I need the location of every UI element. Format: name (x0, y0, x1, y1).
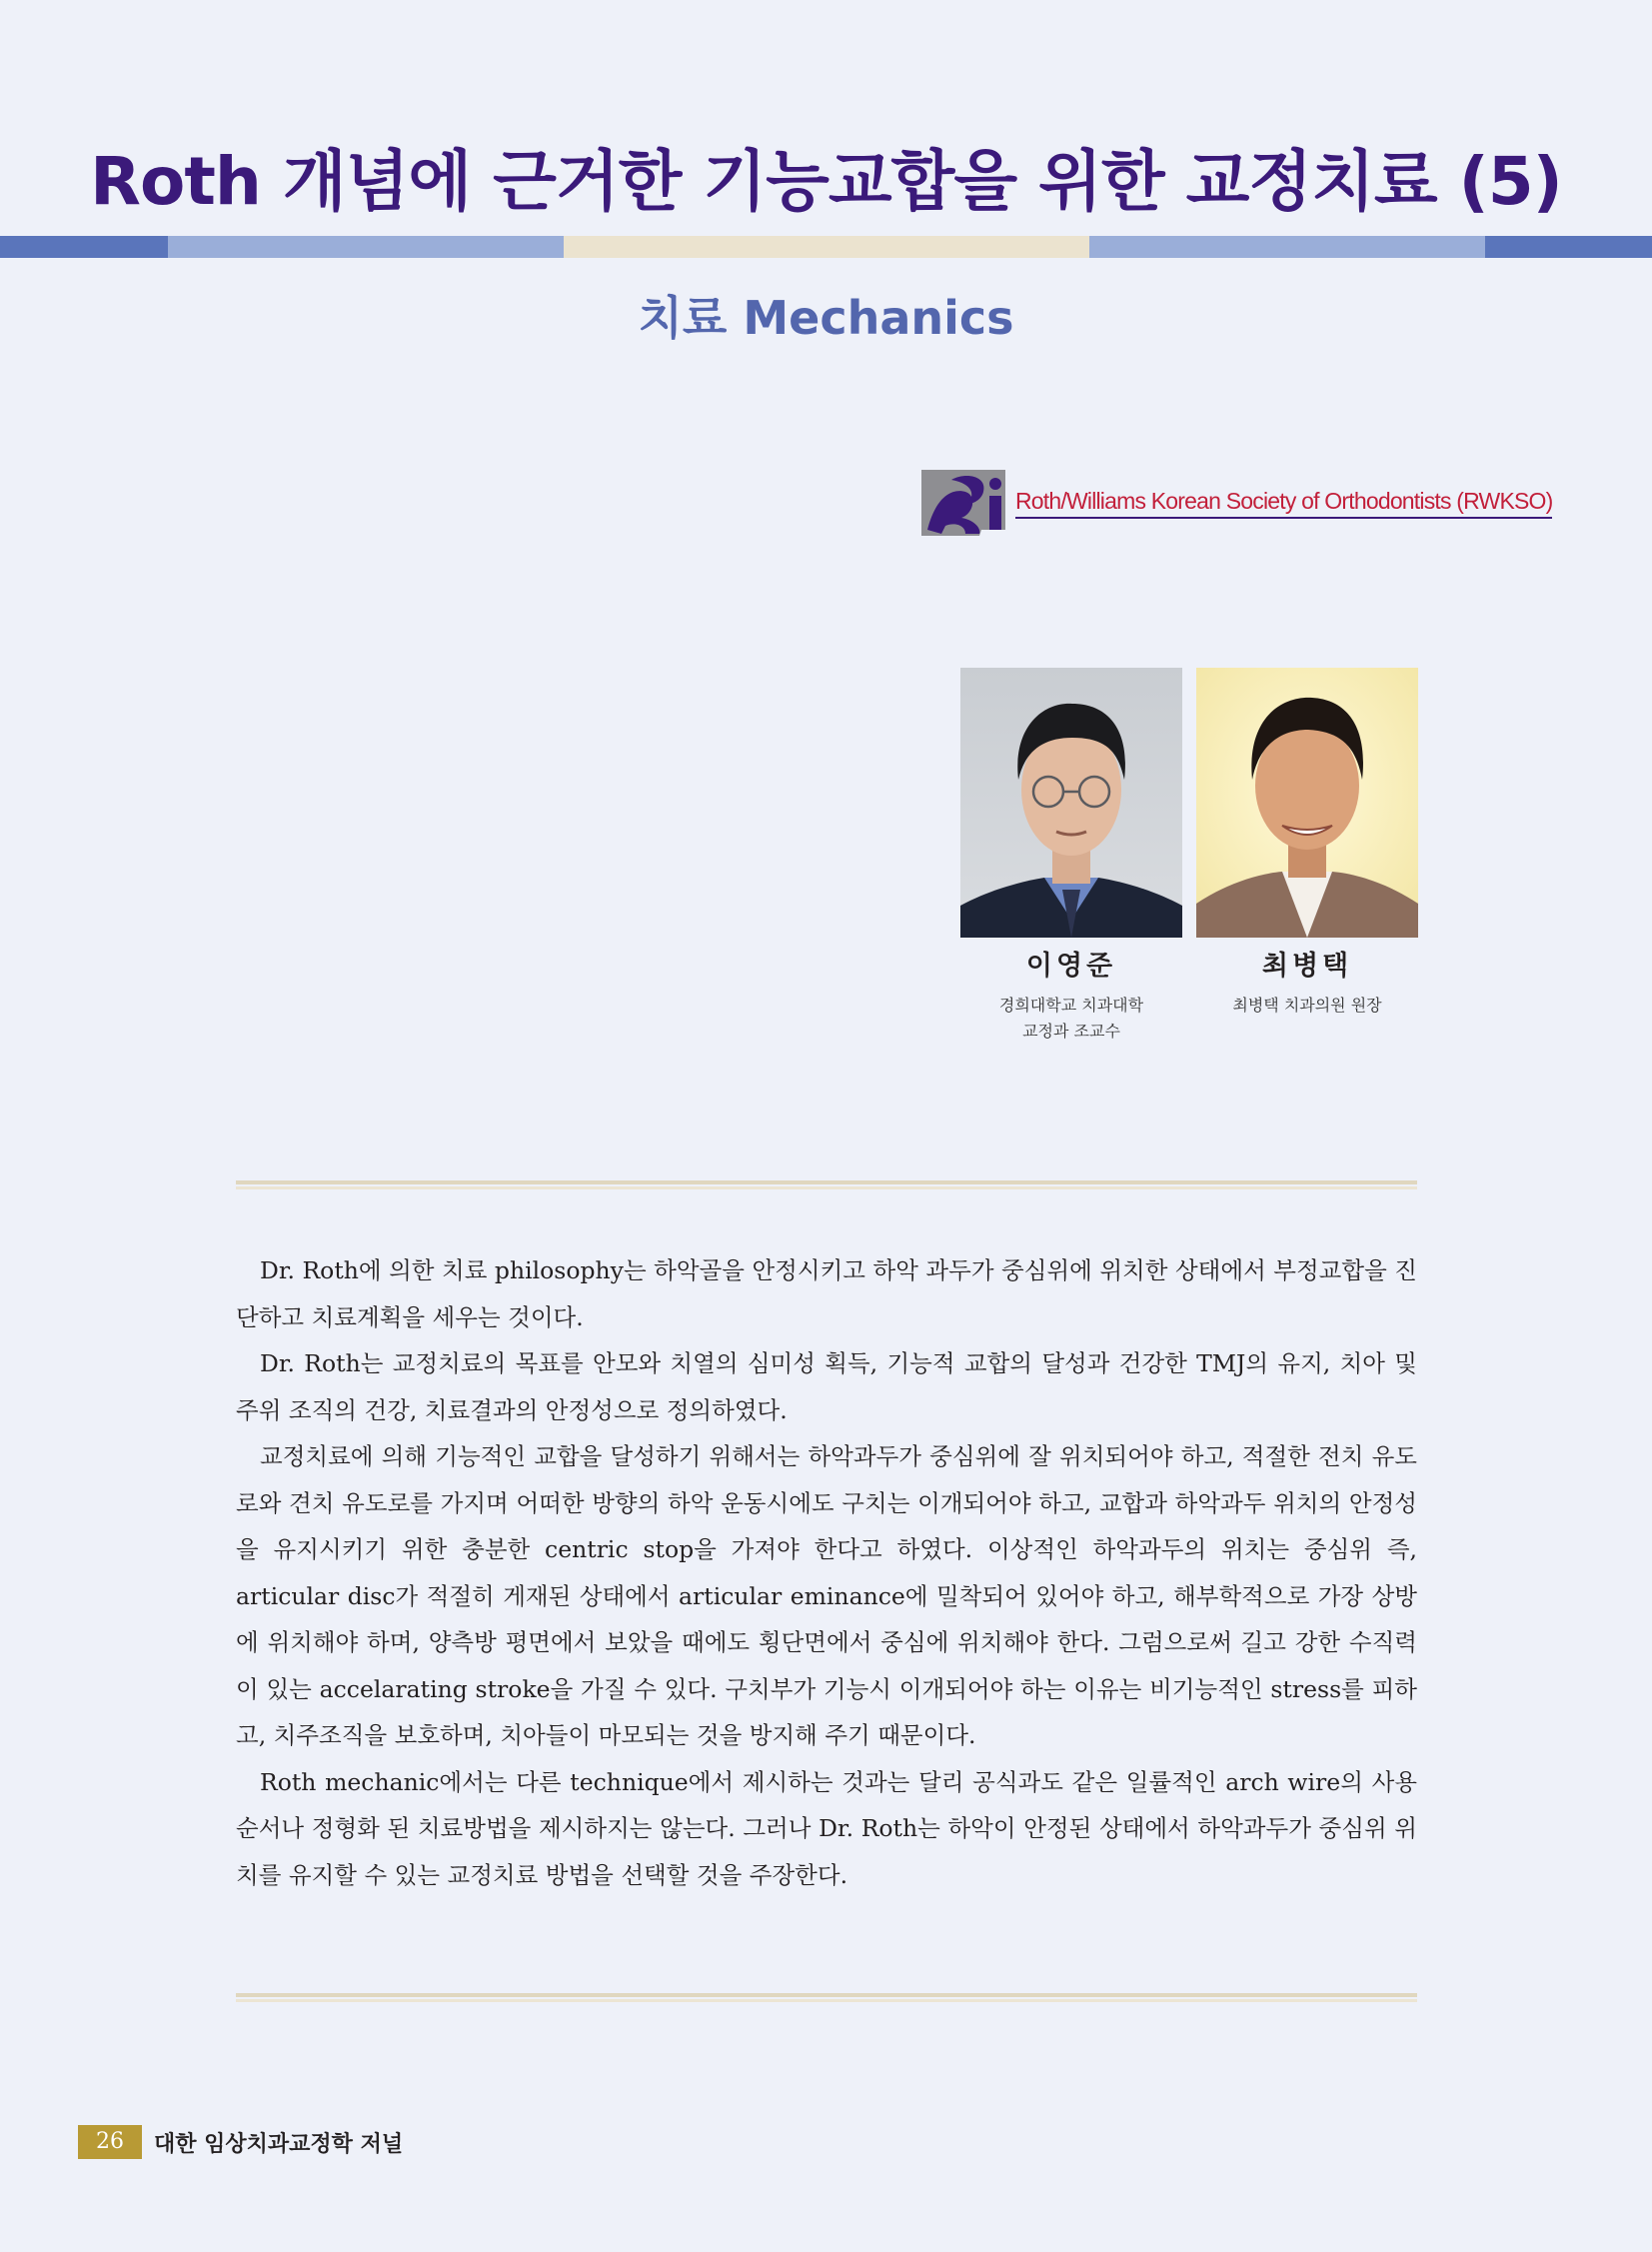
author-affiliation-line: 최병택 치과의원 원장 (1232, 996, 1382, 1015)
band-segment-light-left (168, 236, 564, 258)
society-banner (921, 470, 1553, 540)
author-affiliation-line: 경희대학교 치과대학 (998, 996, 1144, 1015)
author-photo-lee (960, 668, 1182, 938)
author-name: 이영준 (1025, 951, 1117, 982)
divider-line (236, 1186, 1417, 1189)
band-segment-dark-left (0, 236, 168, 258)
author-photo-choi (1196, 668, 1418, 938)
band-segment-dark-right (1485, 236, 1652, 258)
section-divider-bottom (236, 1993, 1417, 2003)
header-color-band (0, 236, 1652, 258)
page-subtitle: 치료 Mechanics (638, 291, 1014, 345)
author-name: 최병택 (1261, 951, 1353, 982)
body-paragraph: Dr. Roth에 의한 치료 philosophy는 하악골을 안정시키고 하악 과두가 중심위에 위치한 상태에서 부정교합을 진단하고 치료계획을 세우는 것이다. (236, 1256, 1417, 1331)
divider-line (236, 1993, 1417, 1997)
page-number: 26 (78, 2125, 142, 2159)
body-paragraph: 교정치료에 의해 기능적인 교합을 달성하기 위해서는 하악과두가 중심위에 잘 위치되어야 하고, 적절한 전치 유도로와 견치 유도로를 가지며 어떠한 방향의 하악 운동시에도 구치는 이개되어야 하고, 교합과 하악과두 위치의 안정성을 유지시키기 위한 충분한 centric stop을 가져야 한다고 하였다. 이상적인 하악과두의 위치는 중심위 즉, articular disc가 적절히 게재된 상태에서 articular eminance에 밀착되어 있어야 하고, 해부학적으로 가장 상방에 위치해야 하며, 양측방 평면에서 보았을 때에도 횡단면에서 중심에 위치해야 한다. 그럼으로써 길고 강한 수직력이 있는 accelarating stroke을 가질 수 있다. 구치부가 기능시 이개되어야 하는 이유는 비기능적인 stress를 피하고, 치주조직을 보호하며, 치아들이 마모되는 것을 방지해 주기 때문이다. (236, 1442, 1417, 1749)
author-affiliation (1196, 993, 1418, 1019)
author-affiliation-line: 교정과 조교수 (1022, 1022, 1120, 1041)
society-name: Roth/Williams Korean Society of Orthodontists (RWKSO) (1015, 488, 1552, 519)
author-card-lee (960, 668, 1182, 1045)
article-body (236, 1247, 1417, 1898)
band-segment-beige (564, 236, 1089, 258)
body-paragraph: Dr. Roth는 교정치료의 목표를 안모와 치열의 심미성 획득, 기능적 교합의 달성과 건강한 TMJ의 유지, 치아 및 주위 조직의 건강, 치료결과의 안정성으로 정의하였다. (236, 1349, 1417, 1424)
page-title: Roth 개념에 근거한 기능교합을 위한 교정치료 (5) (90, 143, 1562, 220)
band-segment-light-right (1089, 236, 1485, 258)
section-divider-top (236, 1180, 1417, 1190)
divider-line (236, 1999, 1417, 2002)
journal-title: 대한 임상치과교정학 저널 (154, 2132, 404, 2157)
divider-line (236, 1180, 1417, 1184)
rwkso-logo-icon (921, 470, 1005, 536)
author-affiliation (960, 993, 1182, 1045)
body-paragraph: Roth mechanic에서는 다른 technique에서 제시하는 것과는 달리 공식과도 같은 일률적인 arch wire의 사용 순서나 정형화 된 치료방법을 제시하지는 않는다. 그러나 Dr. Roth는 하악이 안정된 상태에서 하악과두가 중심위 위치를 유지할 수 있는 교정치료 방법을 선택할 것을 주장한다. (236, 1767, 1417, 1889)
author-card-choi (1196, 668, 1418, 1019)
